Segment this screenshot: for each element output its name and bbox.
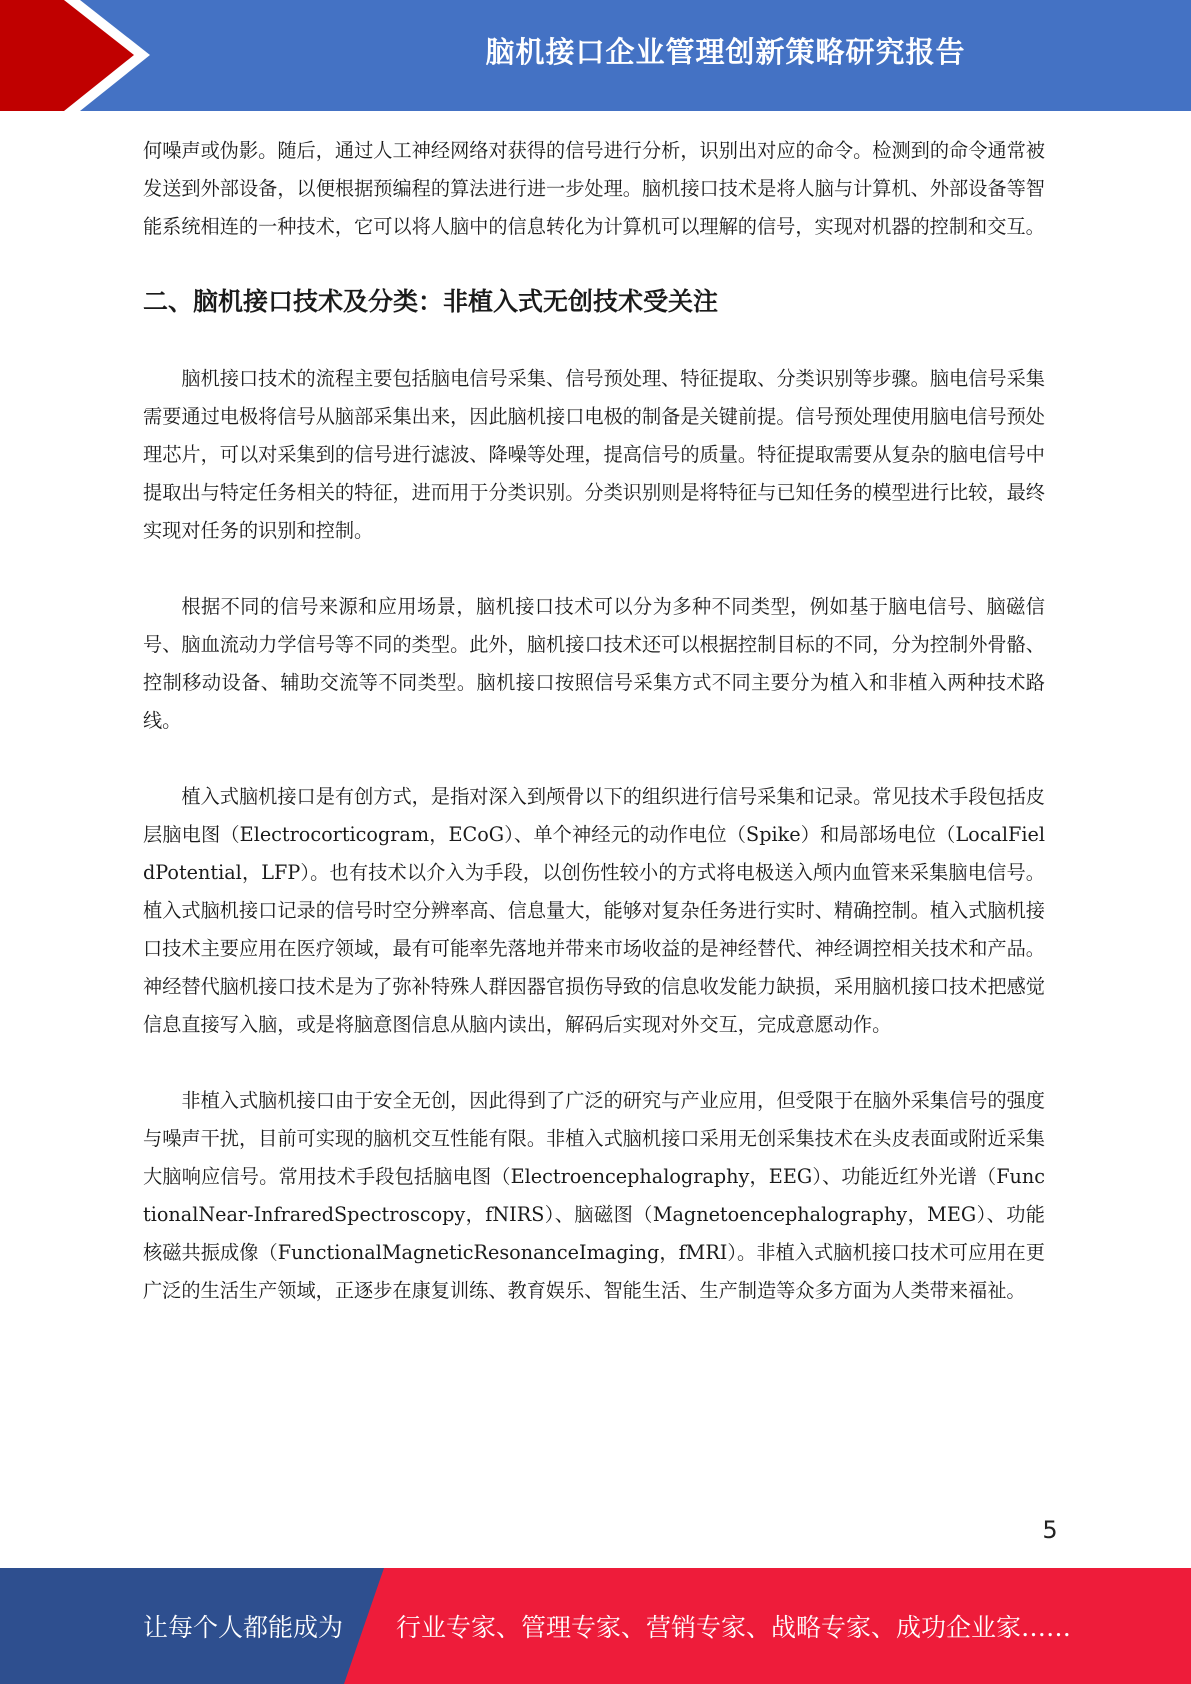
paragraph-invasive-bci: 植入式脑机接口是有创方式，是指对深入到颅骨以下的组织进行信号采集和记录。常见技术手段包括皮层脑电图（Electrocorticogram，ECoG）、单个神经元的动作电位（Spike）和局部场电位（LocalFieldPotential，LFP）。也有技术以介入为手段，以创伤性较小的方式将电极送入颅内血管来采集脑电信号。植入式脑机接口记录的信号时空分辨率高、信息量大，能够对复杂任务进行实时、精确控制。植入式脑机接口技术主要应用在医疗领域，最有可能率先落地并带来市场收益的是神经替代、神经调控相关技术和产品。神经替代脑机接口技术是为了弥补特殊人群因器官损伤导致的信息收发能力缺损，采用脑机接口技术把感觉信息直接写入脑，或是将脑意图信息从脑内读出，解码后实现对外交互，完成意愿动作。 <box>143 785 1045 1036</box>
page-header <box>0 0 1191 111</box>
paragraph-continued: 何噪声或伪影。随后，通过人工神经网络对获得的信号进行分析，识别出对应的命令。检测到的命令通常被发送到外部设备，以便根据预编程的算法进行进一步处理。脑机接口技术是将人脑与计算机、外部设备等智能系统相连的一种技术，它可以将人脑中的信息转化为计算机可以理解的信号，实现对机器的控制和交互。 <box>143 139 1045 238</box>
paragraph-bci-types: 根据不同的信号来源和应用场景，脑机接口技术可以分为多种不同类型，例如基于脑电信号、脑磁信号、脑血流动力学信号等不同的类型。此外，脑机接口技术还可以根据控制目标的不同，分为控制外骨骼、控制移动设备、辅助交流等不同类型。脑机接口按照信号采集方式不同主要分为植入和非植入两种技术路线。 <box>143 595 1045 732</box>
page-number: 5 <box>1042 1516 1058 1544</box>
header-title: 脑机接口企业管理创新策略研究报告 <box>485 34 966 69</box>
section-heading: 二、脑机接口技术及分类：非植入式无创技术受关注 <box>143 287 719 316</box>
document-body <box>143 132 1045 1310</box>
paragraph-bci-process: 脑机接口技术的流程主要包括脑电信号采集、信号预处理、特征提取、分类识别等步骤。脑电信号采集需要通过电极将信号从脑部采集出来，因此脑机接口电极的制备是关键前提。信号预处理使用脑电信号预处理芯片，可以对采集到的信号进行滤波、降噪等处理，提高信号的质量。特征提取需要从复杂的脑电信号中提取出与特定任务相关的特征，进而用于分类识别。分类识别则是将特征与已知任务的模型进行比较，最终实现对任务的识别和控制。 <box>143 367 1045 542</box>
footer-slogan-left: 让每个人都能成为 <box>143 1613 344 1642</box>
page-footer <box>0 1568 1191 1684</box>
paragraph-noninvasive-bci: 非植入式脑机接口由于安全无创，因此得到了广泛的研究与产业应用，但受限于在脑外采集信号的强度与噪声干扰，目前可实现的脑机交互性能有限。非植入式脑机接口采用无创采集技术在头皮表面或附近采集大脑响应信号。常用技术手段包括脑电图（Electroencephalography，EEG）、功能近红外光谱（FunctionalNear-InfraredSpectroscopy，fNIRS）、脑磁图（Magnetoencephalography，MEG）、功能核磁共振成像（FunctionalMagneticResonanceImaging，fMRI）。非植入式脑机接口技术可应用在更广泛的生活生产领域，正逐步在康复训练、教育娱乐、智能生活、生产制造等众多方面为人类带来福祉。 <box>143 1089 1045 1302</box>
footer-slogan-right: 行业专家、管理专家、营销专家、战略专家、成功企业家…… <box>396 1613 1072 1642</box>
